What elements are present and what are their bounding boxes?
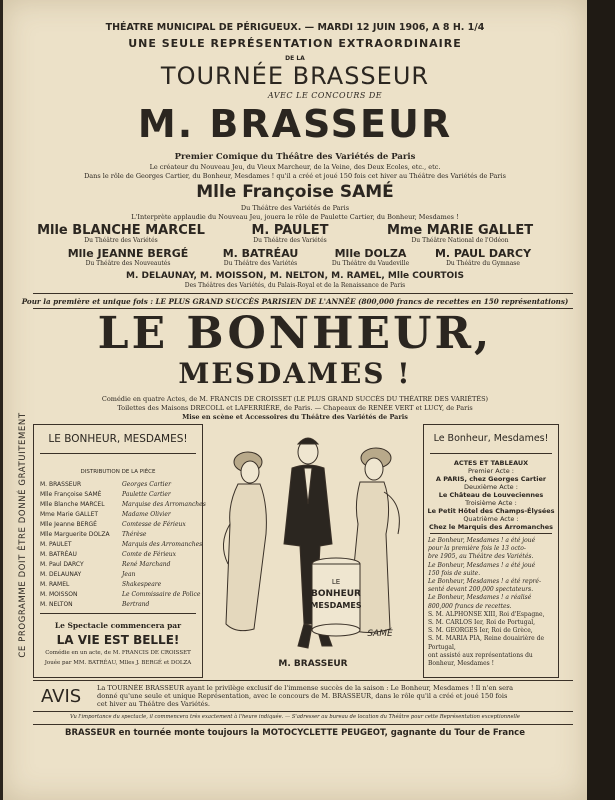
act-line: Le Château de Louveciennes [438, 491, 544, 499]
cast-member [365, 223, 555, 244]
poster-page [3, 0, 587, 800]
note-line: S. M. MARIA PIA, Reine douairière de [428, 635, 545, 643]
cast-theatre: Du Théâtre du Gymnase [446, 260, 520, 267]
note-line: S. M. GEORGES Ier, Roi de Grèce, [428, 627, 533, 635]
role-row [40, 561, 198, 570]
role-character: Bertrand [122, 601, 150, 608]
act-line: Le Petit Hôtel des Champs-Élysées [427, 507, 555, 515]
role-character: Madame Olivier [122, 511, 171, 518]
role-actor: M. DELAUNAY [40, 571, 82, 578]
star-name: M. BRASSEUR [137, 102, 453, 146]
act-line: Quatrième Acte : [463, 515, 519, 523]
note-line: Le Bonheur, Mesdames ! a été repré- [428, 578, 541, 585]
role-character: Le Commissaire de Police [122, 591, 201, 598]
supporting-cast-theatres: Des Théâtres des Variétés, du Palais-Royal et de la Renaissance de Paris [184, 282, 406, 289]
role-actor: Mme Marie GALLET [40, 511, 99, 518]
role-row [40, 501, 206, 510]
avis-text-3: cet hiver au Théâtre des Variétés. [97, 700, 211, 708]
act-line: ACTES ET TABLEAUX [453, 459, 529, 467]
curtain-raiser-title: LA VIE EST BELLE! [56, 633, 180, 647]
role-character: Marquise des Arromanches [122, 501, 206, 508]
avis-note: Vu l'importance du spectacle, il commencera très exactement à l'heure indiquée. — S'adresser au bureau de location du Théâtre pour cette Représentation exceptionnelle [70, 714, 520, 720]
act-line: Chez le Marquis des Arromanches [428, 523, 554, 531]
cast-name: Mme MARIE GALLET [386, 223, 534, 238]
note-line: Portugal, [428, 643, 456, 651]
role-character: Jean [122, 571, 136, 578]
note-line: pour la première fois le 13 octo- [428, 545, 526, 553]
star-description-1: Le créateur du Nouveau Jeu, du Vieux Marcheur, de la Veine, des Deux Ecoles, etc., etc. [149, 163, 441, 171]
curtain-raiser-author: Comédie en un acte, de M. FRANCIS DE CROISSET [45, 650, 191, 656]
role-row [40, 491, 198, 500]
distribution-heading: DISTRIBUTION DE LA PIÈCE [80, 469, 156, 475]
cast-member [423, 247, 543, 267]
spectacle-intro: Le Spectacle commencera par [54, 621, 182, 630]
concours-line: AVEC LE CONCOURS DE [267, 91, 383, 100]
role-row [40, 601, 198, 610]
cast-theatre: Du Théâtre des Nouveautés [85, 260, 171, 267]
cast-name: Mlle BLANCHE MARCEL [37, 223, 205, 238]
role-actor: M. Paul DARCY [40, 561, 84, 568]
role-row [40, 521, 198, 530]
can-label-2: BONHEUR [311, 589, 361, 599]
role-actor: M. BATRÉAU [40, 551, 77, 558]
side-notice-text: CE PROGRAMME DOIT ÊTRE DONNÉ GRATUITEMENT [18, 412, 28, 658]
note-line: ont assisté aux représentations du [428, 651, 533, 659]
cast-member [313, 247, 428, 267]
role-row [40, 581, 198, 590]
cast-name: M. BATRÉAU [222, 247, 299, 260]
role-actor: Mlle Jeanne BERGÉ [40, 521, 97, 528]
de-la-line: DE LA [285, 55, 305, 62]
acts-box [423, 424, 559, 678]
role-row [40, 511, 198, 520]
play-title-line1: LE BONHEUR, [97, 308, 493, 359]
role-row [40, 481, 198, 490]
note-line: senté devant 200,000 spectateurs. [428, 586, 534, 594]
role-row [40, 531, 198, 540]
role-actor: M. NELTON [40, 601, 73, 608]
cast-member [31, 223, 211, 244]
star-description-2: Dans le rôle de Georges Cartier, du Bonheur, Mesdames ! qu'il a créé et joué 150 fois cet hiver au Théâtre des Variétés de Paris [84, 172, 506, 180]
cast-theatre: Du Théâtre des Variétés [253, 237, 327, 244]
venue-date-line: THÉATRE MUNICIPAL DE PÉRIGUEUX. — MARDI 12 JUIN 1906, A 8 H. 1/4 [105, 22, 485, 33]
can-label-3: MESDAMES [310, 601, 362, 610]
tour-title: TOURNÉE BRASSEUR [160, 62, 430, 90]
footer-peugeot: BRASSEUR en tournée monte toujours la MOTOCYCLETTE PEUGEOT, gagnante du Tour de France [65, 728, 525, 738]
supporting-cast: M. DELAUNAY, M. MOISSON, M. NELTON, M. RAMEL, Mlle COURTOIS [125, 271, 464, 281]
note-line: S. M. ALPHONSE XIII, Roi d'Espagne, [428, 610, 545, 618]
role-actor: M. PAULET [40, 541, 72, 548]
role-actor: Mlle Marguerite DOLZA [40, 531, 110, 538]
cast-name: Mlle JEANNE BERGÉ [67, 247, 189, 260]
can-label-1: LE [331, 578, 341, 586]
act-line: A PARIS, chez Georges Cartier [435, 475, 547, 483]
play-author-line: Comédie en quatre Actes, de M. FRANCIS DE CROISSET (LE PLUS GRAND SUCCÈS DU THÉATRE DES VARIÉTÉS) [101, 395, 489, 403]
actress-name: Mlle Françoise SAMÉ [196, 182, 394, 202]
role-actor: M. MOISSON [40, 591, 78, 598]
costumes-line: Toilettes des Maisons DRECOLL et LAFERRIÈRE, de Paris. — Chapeaux de RENÉE VERT et LUCY, de Paris [117, 404, 473, 412]
role-row [40, 591, 201, 600]
role-row [40, 551, 198, 560]
role-row [40, 541, 203, 550]
cast-theatre: Du Théâtre des Variétés [84, 237, 158, 244]
cast-theatre: Du Théâtre du Vaudeville [331, 260, 410, 267]
role-actor: M. RAMEL [40, 581, 70, 588]
note-line: 800,000 francs de recettes. [428, 602, 512, 610]
actress-description: L'Interprète applaudie du Nouveau Jeu, jouera le rôle de Paulette Cartier, du Bonheur, Mesdames ! [131, 213, 459, 221]
play-title-line2: MESDAMES ! [178, 357, 412, 390]
cast-member [53, 247, 203, 267]
divider [40, 613, 196, 614]
role-character: Marquis des Arromanches [122, 541, 203, 548]
role-row [40, 571, 198, 580]
avis-label: AVIS [41, 686, 82, 707]
side-notice [11, 300, 35, 770]
actress-theatre: Du Théâtre des Variétés de Paris [240, 204, 350, 212]
divider [430, 533, 552, 534]
cast-name: M. PAULET [251, 223, 329, 238]
scan-edge [587, 0, 615, 800]
role-character: René Marchand [122, 561, 171, 568]
act-line: Deuxième Acte : [464, 483, 518, 491]
single-performance-line: UNE SEULE REPRÉSENTATION EXTRAORDINAIRE [128, 37, 462, 50]
note-line: S. M. CARLOS Ier, Roi de Portugal, [428, 619, 536, 626]
note-line: Bonheur, Mesdames ! [428, 660, 495, 667]
divider [33, 711, 573, 712]
artist-signature: SAMÉ [367, 629, 393, 639]
role-character: Comtesse de Férieux [122, 521, 186, 528]
role-actor: Mlle Blanche MARCEL [40, 501, 105, 508]
role-actor: Mlle Françoise SAMÉ [40, 491, 102, 498]
act-line: Premier Acte : [468, 467, 514, 475]
avis-text-2: donné qu'une seule et unique Représentation, avec le concours de M. BRASSEUR, dans le rôle qu'il a créé et joué 150 fois [97, 692, 508, 700]
divider [40, 453, 196, 454]
note-line: Le Bonheur, Mesdames ! a été joué [428, 561, 536, 569]
note-line: bre 1905, au Théâtre des Variétés. [428, 553, 534, 561]
curtain-raiser-cast: Jouée par MM. BATRÉAU, Mlles J. BERGÉ et DOLZA [44, 660, 192, 666]
cast-member [225, 223, 355, 244]
cast-name: Mlle DOLZA [334, 247, 407, 260]
brasseur-illustration [208, 424, 418, 676]
success-banner: Pour la première et unique fois : LE PLUS GRAND SUCCÈS PARISIEN DE L'ANNÉE (800,000 francs de recettes en 150 représentations) [21, 297, 569, 306]
divider [33, 293, 573, 294]
cast-name: M. PAUL DARCY [434, 247, 532, 260]
staging-line: Mise en scène et Accessoires du Théâtre des Variétés de Paris [182, 413, 408, 421]
divider [33, 680, 573, 681]
cast-distribution-box [33, 424, 206, 678]
distribution-title: LE BONHEUR, MESDAMES! [48, 433, 188, 445]
divider [33, 724, 573, 725]
role-character: Paulette Cartier [122, 491, 171, 498]
cast-theatre: Du Théâtre des Variétés [223, 260, 298, 267]
divider [430, 453, 552, 454]
act-line: Troisième Acte : [465, 499, 517, 507]
illustration [208, 424, 418, 676]
illustration-caption: M. BRASSEUR [278, 659, 348, 669]
role-character: Thérèse [122, 531, 147, 538]
note-line: Le Bonheur, Mesdames ! a réalisé [428, 594, 532, 602]
acts-box-title: Le Bonheur, Mesdames! [433, 433, 549, 444]
role-character: Comte de Férieux [122, 551, 177, 558]
cast-member [203, 247, 318, 267]
role-character: Georges Cartier [122, 481, 171, 488]
role-character: Shakespeare [122, 581, 162, 588]
note-line: 150 fois de suite. [428, 569, 481, 577]
note-line: Le Bonheur, Mesdames ! a été joué [428, 537, 536, 544]
cast-theatre: Du Théâtre National de l'Odéon [411, 237, 509, 244]
avis-text-1: La TOURNÉE BRASSEUR ayant le privilège exclusif de l'immense succès de la saison : Le Bonheur, Mesdames ! Il n'en sera [97, 684, 514, 692]
role-actor: M. BRASSEUR [40, 481, 82, 488]
star-title: Premier Comique du Théâtre des Variétés de Paris [174, 152, 416, 162]
